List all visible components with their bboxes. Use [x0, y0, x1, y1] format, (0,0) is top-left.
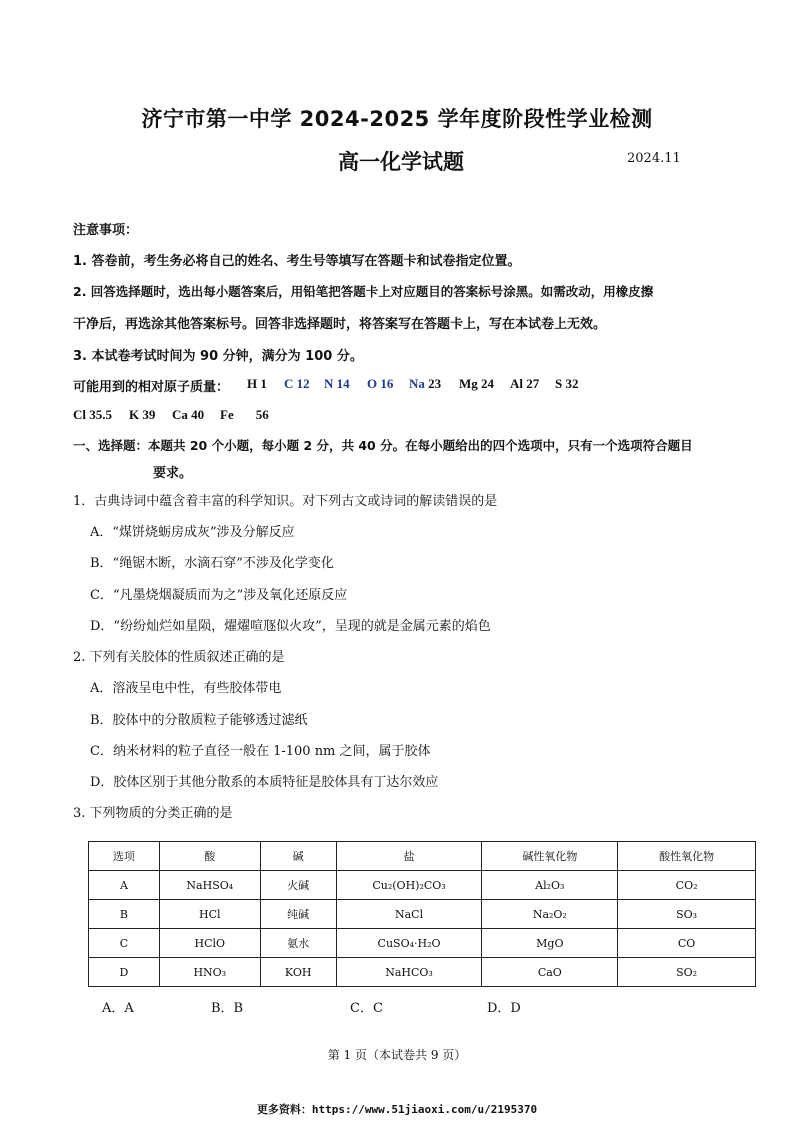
notice-item-2-line2: 干净后，再选涂其他答案标号。回答非选择题时，将答案写在答题卡上，写在本试卷上无效。 — [73, 317, 607, 332]
table-header-cell: 选项 — [89, 842, 160, 871]
table-header-cell: 酸性氧化物 — [618, 842, 756, 871]
table-cell: CO — [618, 929, 756, 958]
atomic-mass-c-text: C 12 — [284, 376, 310, 391]
table-cell: D — [89, 958, 160, 987]
table-cell: Cu₂(OH)₂CO₃ — [336, 871, 482, 900]
q1-option-d: D．“纷纷灿烂如星陨，燿燿喧豗似火攻”，呈现的就是金属元素的焰色 — [90, 619, 491, 634]
atomic-mass-na — [409, 376, 441, 392]
table-row — [89, 929, 756, 958]
notice-item-3: 3. 本试卷考试时间为 90 分钟，满分为 100 分。 — [73, 349, 363, 364]
table-cell: NaHSO₄ — [159, 871, 260, 900]
table-cell: HClO — [159, 929, 260, 958]
atomic-mass-c — [284, 376, 310, 392]
q1-option-a: A．“煤饼烧蛎房成灰”涉及分解反应 — [90, 525, 295, 540]
table-cell: 纯碱 — [260, 900, 336, 929]
table-cell: SO₃ — [618, 900, 756, 929]
notice-heading: 注意事项： — [73, 223, 139, 238]
table-cell: Al₂O₃ — [482, 871, 618, 900]
table-cell: 火碱 — [260, 871, 336, 900]
q2-option-a: A．溶液呈电中性，有些胶体带电 — [90, 681, 282, 696]
atomic-mass-fe — [220, 407, 269, 423]
atomic-mass-n-text: N 14 — [324, 376, 350, 391]
atomic-mass-fe-symbol: Fe — [220, 407, 234, 422]
q1-option-b: B．“绳锯木断，水滴石穿”不涉及化学变化 — [90, 556, 334, 571]
table-cell: CO₂ — [618, 871, 756, 900]
table-cell: KOH — [260, 958, 336, 987]
q2-option-b: B．胶体中的分散质粒子能够透过滤纸 — [90, 713, 308, 728]
atomic-mass-na-symbol: Na — [409, 376, 425, 391]
table-cell: SO₂ — [618, 958, 756, 987]
atomic-mass-cl: Cl 35.5 — [73, 407, 112, 422]
atomic-mass-n — [324, 376, 350, 392]
atomic-mass-s: S 32 — [555, 376, 579, 391]
source-link[interactable]: 更多资料：https://www.51jiaoxi.com/u/2195370 — [256, 1103, 538, 1116]
q1-option-c: C．“凡墨烧烟凝质而为之”涉及氧化还原反应 — [90, 588, 348, 603]
exam-title: 济宁市第一中学 2024-2025 学年度阶段性学业检测 — [141, 107, 653, 131]
section1-instruction-line1: 一、选择题：本题共 20 个小题，每小题 2 分，共 40 分。在每小题给出的四个选项中，只有一个选项符合题目 — [73, 438, 693, 453]
section1-instruction-line2: 要求。 — [153, 466, 193, 481]
q3-stem: 3. 下列物质的分类正确的是 — [73, 806, 233, 821]
notice-item-2-line1: 2. 回答选择题时，选出每小题答案后，用铅笔把答题卡上对应题目的答案标号涂黑。如需改动，用橡皮擦 — [73, 284, 654, 299]
q1-stem: 1．古典诗词中蕴含着丰富的科学知识。对下列古文或诗词的解读错误的是 — [73, 494, 498, 509]
atomic-mass-na-value: 23 — [428, 376, 442, 391]
atomic-mass-o — [367, 376, 393, 392]
atomic-mass-k: K 39 — [129, 407, 156, 422]
table-cell: NaCl — [336, 900, 482, 929]
table-cell: HCl — [159, 900, 260, 929]
atomic-mass-h: H 1 — [247, 376, 267, 391]
atomic-mass-mg: Mg 24 — [459, 376, 495, 391]
table-cell: CaO — [482, 958, 618, 987]
table-cell: C — [89, 929, 160, 958]
table-cell: Na₂O₂ — [482, 900, 618, 929]
notice-item-1: 1. 答卷前，考生务必将自己的姓名、考生号等填写在答题卡和试卷指定位置。 — [73, 254, 521, 269]
q3-choice-b: B．B — [211, 1001, 244, 1016]
q2-option-c: C．纳米材料的粒子直径一般在 1-100 nm 之间，属于胶体 — [90, 744, 431, 759]
q2-option-d: D．胶体区别于其他分散系的本质特征是胶体具有丁达尔效应 — [90, 775, 439, 790]
table-cell: CuSO₄·H₂O — [336, 929, 482, 958]
exam-subtitle: 高一化学试题 — [338, 150, 464, 174]
table-row — [89, 900, 756, 929]
atomic-mass-al: Al 27 — [510, 376, 540, 391]
table-header-cell: 碱性氧化物 — [482, 842, 618, 871]
q3-choice-a: A．A — [102, 1001, 134, 1016]
table-cell: 氨水 — [260, 929, 336, 958]
table-cell: MgO — [482, 929, 618, 958]
q3-choice-c: C．C — [350, 1001, 383, 1016]
exam-date: 2024.11 — [627, 151, 681, 166]
table-cell: B — [89, 900, 160, 929]
table-cell: HNO₃ — [159, 958, 260, 987]
classification-table — [88, 841, 756, 987]
atomic-mass-ca: Ca 40 — [172, 407, 205, 422]
q2-stem: 2. 下列有关胶体的性质叙述正确的是 — [73, 650, 285, 665]
table-cell: A — [89, 871, 160, 900]
atomic-mass-o-text: O 16 — [367, 376, 394, 391]
table-row — [89, 871, 756, 900]
table-row — [89, 958, 756, 987]
table-cell: NaHCO₃ — [336, 958, 482, 987]
atomic-mass-label: 可能用到的相对原子质量： — [73, 380, 230, 395]
atomic-mass-fe-value: 56 — [255, 407, 269, 422]
table-header-cell: 酸 — [159, 842, 260, 871]
table-header-cell: 碱 — [260, 842, 336, 871]
table-header-row — [89, 842, 756, 871]
q3-choice-d: D．D — [487, 1001, 521, 1016]
page-number: 第 1 页（本试卷共 9 页） — [327, 1048, 467, 1062]
table-header-cell: 盐 — [336, 842, 482, 871]
